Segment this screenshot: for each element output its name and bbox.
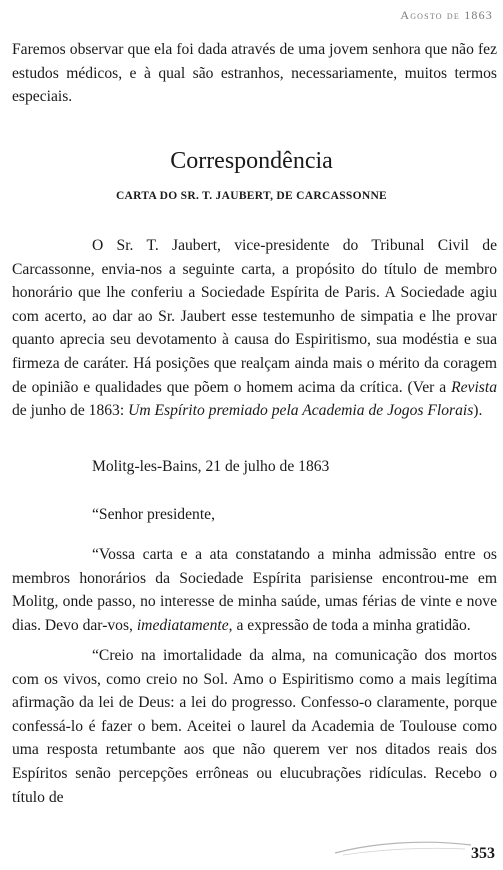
section-subtitle: CARTA DO SR. T. JAUBERT, DE CARCASSONNE bbox=[115, 190, 388, 202]
section-title: Correspondência bbox=[170, 148, 333, 174]
letter-paragraph-1-text-a: “Vossa carta e a ata constatando a minha admissão entre os membros honorários da Sociedade Espírita parisiense encontrou-me em Molitg, onde passo, no interesse de minha saúde, umas férias de vinte e nove dias. Devo dar-vos, bbox=[12, 546, 497, 634]
journal-reference: Revista bbox=[451, 378, 497, 396]
letter-paragraph-2: “Creio na imortalidade da alma, na comunicação dos mortos com os vivos, como creio no Sol. Amo o Espiritismo como a mais legítima afirmação da lei de Deus: a lei do progresso. Confesso-o claramente, porque confessá-lo é fazer o bem. Aceitei o laurel da Academia de Toulouse como uma resposta retumbante aos que não querem ver nos ditados reais dos Espíritos senão percepções errôneas ou elucubrações ridículas. Recebo o título de bbox=[12, 647, 497, 806]
letter-paragraph-1-text-b: , a expressão de toda a minha gratidão. bbox=[228, 616, 471, 634]
reference-end: ). bbox=[473, 402, 483, 420]
letter-emphasis: imediatamente bbox=[136, 616, 229, 634]
article-reference: Um Espírito premiado pela Academia de Jogos Florais bbox=[128, 402, 474, 420]
letter-place-date: Molitg-les-Bains, 21 de julho de 1863 bbox=[92, 458, 330, 475]
intro-paragraph: Faremos observar que ela foi dada através de uma jovem senhora que não fez estudos médicos, e à qual são estranhos, necessariamente, muitos termos especiais. bbox=[12, 41, 497, 106]
paragraph-1 bbox=[12, 234, 497, 423]
letter-greeting: “Senhor presidente, bbox=[92, 506, 215, 523]
letter-paragraph-1 bbox=[12, 543, 497, 637]
paragraph-1-text: O Sr. T. Jaubert, vice-presidente do Tribunal Civil de Carcassonne, envia-nos a seguinte carta, a propósito do título de membro honorário que lhe conferiu a Sociedade Espírita de Paris. A Sociedade agiu com acerto, ao dar ao Sr. Jaubert esse testemunho de simpatia e lhe provar quanto aprecia seu devotamento à causa do Espiritismo, sua modéstia e sua firmeza de caráter. Há posições que realçam ainda mais o mérito da coragem de opinião e qualidades que põem o homem acima da crítica. (Ver a bbox=[12, 237, 497, 396]
reference-middle: de junho de 1863: bbox=[12, 402, 129, 420]
page-number: 353 bbox=[471, 845, 495, 862]
running-head: Agosto de 1863 bbox=[400, 8, 493, 22]
page-flourish-ornament bbox=[333, 835, 473, 857]
